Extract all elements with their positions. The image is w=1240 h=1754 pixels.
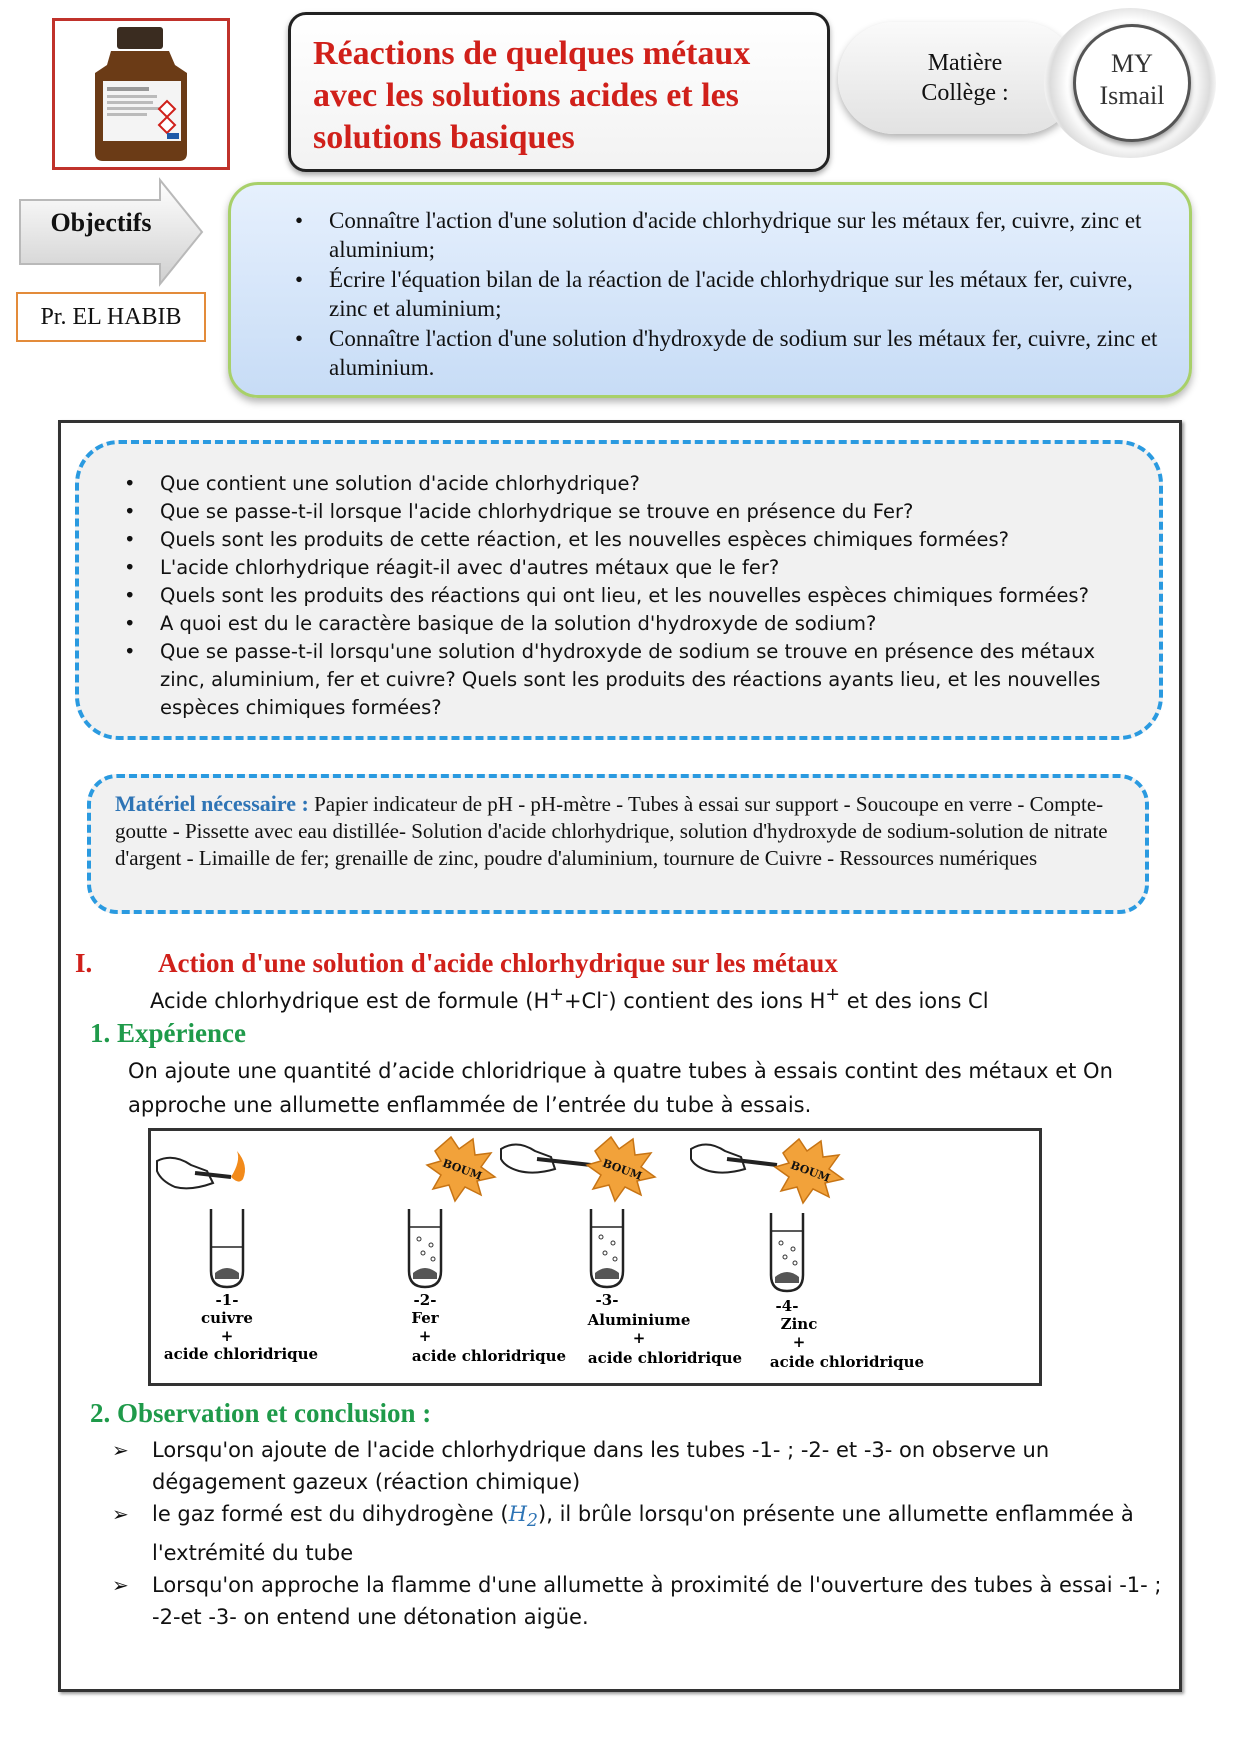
h2-symbol: H — [508, 1502, 527, 1526]
boum-label: BOUM — [600, 1156, 644, 1183]
formula-sup: + — [825, 985, 841, 1005]
boum-label: BOUM — [440, 1156, 484, 1183]
objective-item: • Connaître l'action d'une solution d'hydroxyde de sodium sur les métaux fer, cuivre, zinc et aluminium. — [295, 324, 1175, 382]
subject-label — [890, 48, 1040, 108]
tube-number: -4- — [775, 1297, 799, 1315]
formula-sup: - — [602, 985, 609, 1005]
tube-3-group — [501, 1137, 742, 1367]
question-item: • L'acide chlorhydrique réagit-il avec d'autres métaux que le fer? — [120, 554, 1140, 582]
tube-metal: Fer — [411, 1309, 439, 1327]
objective-item: • Connaître l'action d'une solution d'acide chlorhydrique sur les métaux fer, cuivre, zinc et aluminium; — [295, 206, 1175, 264]
tube-number: -1- — [215, 1291, 239, 1309]
tube-4-group — [691, 1139, 924, 1371]
formula-suffix: ) contient des ions H — [608, 989, 826, 1013]
experience-heading: 1. Expérience — [90, 1018, 246, 1048]
observation-item — [112, 1498, 1162, 1569]
tube-metal: Aluminiume — [587, 1311, 691, 1329]
formula-end: et des ions Cl — [840, 989, 989, 1013]
page-title: Réactions de quelques métaux avec les solutions acides et les solutions basiques — [313, 35, 751, 156]
section-title: Action d'une solution d'acide chlorhydrique sur les métaux — [158, 948, 838, 978]
formula-prefix: Acide chlorhydrique est de formule (H — [150, 989, 550, 1013]
badge-line-2: Ismail — [1099, 81, 1165, 110]
plus-sign: + — [632, 1329, 646, 1347]
boum-label: BOUM — [788, 1158, 832, 1185]
materiel-text: Papier indicateur de pH - pH-mètre - Tubes à essai sur support - Soucoupe en verre - Compte-goutte - Pissette avec eau distillée- Solution d'acide chlorhydrique, solution d'hydroxyde de sodium-solution de nitrate d'argent - Limaille de fer; grenaille de zinc, poudre d'aluminium, tournure de Cuivre - Ressources numériques — [115, 792, 1108, 870]
tube-metal: cuivre — [201, 1309, 253, 1327]
reagent-bottle-image — [55, 21, 227, 167]
objectifs-label: Objectifs — [50, 208, 152, 237]
observation-item: ➢ Lorsqu'on ajoute de l'acide chlorhydrique dans les tubes -1- ; -2- et -3- on observe un dégagement gazeux (réaction chimique) — [112, 1434, 1162, 1498]
question-item: • Quels sont les produits de cette réaction, et les nouvelles espèces chimiques formées? — [120, 526, 1140, 554]
observation-heading: 2. Observation et conclusion : — [90, 1398, 432, 1428]
plus-sign: + — [220, 1327, 234, 1345]
tube-number: -3- — [595, 1291, 619, 1309]
college-label: Collège : — [921, 80, 1009, 106]
objectives-list — [295, 206, 1175, 383]
question-item: • Que contient une solution d'acide chlorhydrique? — [120, 470, 1140, 498]
formula-sup: + — [549, 985, 564, 1005]
plus-sign: + — [792, 1333, 806, 1351]
objective-item: • Écrire l'équation bilan de la réaction de l'acide chlorhydrique sur les métaux fer, cuivre, zinc et aluminium; — [295, 265, 1175, 323]
tube-reagent: acide chloridrique — [163, 1345, 319, 1363]
question-item: • Quels sont les produits des réactions qui ont lieu, et les nouvelles espèces chimiques formées? — [120, 582, 1140, 610]
question-item: • A quoi est du le caractère basique de la solution d'hydroxyde de sodium? — [120, 610, 1140, 638]
tube-reagent: acide chloridrique — [769, 1353, 925, 1371]
school-badge — [1073, 48, 1191, 112]
badge-line-1: MY — [1111, 49, 1153, 78]
observation-item: ➢ Lorsqu'on approche la flamme d'une allumette à proximité de l'ouverture des tubes à essai -1- ; -2-et -3- on entend une détonation aigüe. — [112, 1569, 1162, 1633]
title-box — [288, 12, 830, 172]
tube-number: -2- — [413, 1291, 437, 1309]
observation-list — [112, 1434, 1162, 1633]
bottle-image-frame — [52, 18, 230, 170]
experience-text: On ajoute une quantité d’acide chloridrique à quatre tubes à essais contint des métaux et On approche une allumette enflammée de l’entrée du tube à essais. — [128, 1059, 1113, 1117]
section-number: I. — [75, 948, 93, 978]
tube-reagent: acide chloridrique — [411, 1347, 567, 1365]
flame-icon — [231, 1151, 245, 1182]
tube-reagent: acide chloridrique — [587, 1349, 743, 1367]
teacher-name: Pr. EL HABIB — [16, 292, 206, 342]
matiere-label: Matière — [927, 50, 1003, 76]
materiel-label: Matériel nécessaire : — [115, 791, 309, 816]
h2-subscript: 2 — [526, 1511, 539, 1532]
formula-mid: +Cl — [563, 989, 603, 1013]
tube-metal: Zinc — [780, 1315, 818, 1333]
obs-text: le gaz formé est du dihydrogène ( — [152, 1502, 509, 1526]
tube-1-group — [157, 1151, 318, 1363]
formula-line — [150, 985, 989, 1013]
obs-text: ), il brûle lorsqu'on présente une allumette enflammée à l'extrémité du tube — [152, 1502, 1134, 1566]
materiel-paragraph — [115, 790, 1125, 872]
plus-sign: + — [418, 1327, 432, 1345]
h2-formula — [508, 1502, 539, 1532]
experiment-illustration — [151, 1131, 1039, 1383]
question-item: • Que se passe-t-il lorsque l'acide chlorhydrique se trouve en présence du Fer? — [120, 498, 1140, 526]
questions-list — [120, 470, 1140, 722]
question-item: • Que se passe-t-il lorsqu'une solution d'hydroxyde de sodium se trouve en présence des métaux zinc, aluminium, fer et cuivre? Quels sont les produits des réactions ayants lieu, et les nouvelles espèces chimiques formées? — [120, 638, 1140, 722]
experiment-figure — [148, 1128, 1042, 1386]
